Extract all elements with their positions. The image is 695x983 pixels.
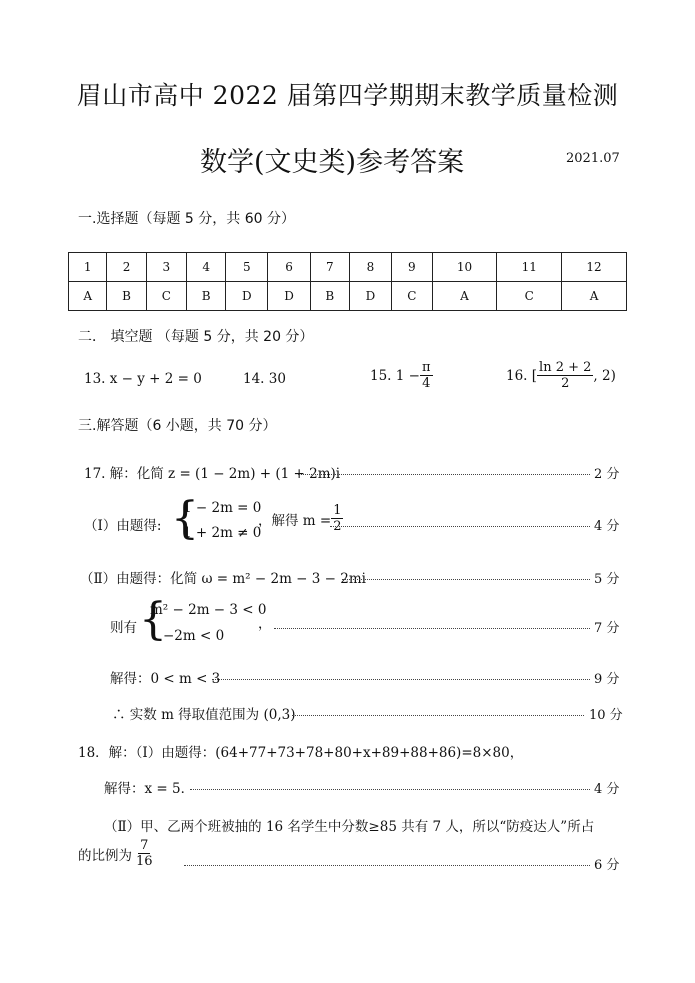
dot-leader [184,865,590,866]
answer-15-denominator: 4 [422,376,431,391]
answer-16-denominator: 2 [561,376,570,391]
question-number-cell: 1 [69,253,107,282]
answer-16-suffix: , 2) [593,367,616,384]
score-18-part-1: 4 分 [594,782,620,797]
answer-table-answer-row [69,282,627,311]
answer-15-prefix: 15. 1 − [370,367,420,384]
score-17-part-1: 4 分 [594,519,620,534]
answer-15-fraction [420,360,433,391]
question-number-cell: 6 [268,253,310,282]
section-1-heading: 一.选择题（每题 5 分，共 60 分） [78,211,295,227]
question-number-cell: 10 [432,253,497,282]
solution-17-step-1: 17. 解：化简 z = (1 − 2m) + (1 + 2m)i [84,466,341,482]
score-17-conclusion: 10 分 [589,708,623,723]
solution-17-part-1-fraction [331,503,343,534]
answer-16-numerator: ln 2 + 2 [539,360,592,375]
system-brace: { [139,594,167,645]
answer-16 [506,360,616,391]
question-number-cell: 7 [310,253,349,282]
question-number-cell: 2 [107,253,146,282]
solution-17-part-1-denominator: 2 [333,519,342,534]
solution-17-part-1-mid: ，解得 m = [258,512,332,529]
answer-16-prefix: 16. [ [506,367,538,384]
answer-13: 13. x − y + 2 = 0 [84,371,202,387]
document-date: 2021.07 [566,151,620,166]
section-2-heading: 二． 填空题 （每题 5 分，共 20 分） [78,329,314,345]
answer-16-fraction [537,360,593,391]
document-subtitle: 数学(文史类)参考答案 [200,147,465,178]
answer-cell: C [392,282,433,311]
solution-18-part-2-numerator: 7 [140,838,149,853]
question-number-cell: 11 [497,253,562,282]
solution-18-part-1-result: 解得：x = 5． [104,781,195,797]
dot-leader [342,579,590,580]
answer-15-numerator: π [421,360,431,375]
solution-17-part-2-comma: ， [258,616,272,632]
dot-leader [212,679,590,680]
solution-17-conclusion: ∴ 实数 m 得取值范围为 (0,3) [112,707,296,723]
score-17-part-2-step-1: 5 分 [594,572,620,587]
answer-table [68,252,627,311]
answer-cell: B [187,282,226,311]
solution-18-part-1: 18．解：（Ⅰ）由题得：(64+77+73+78+80+x+89+88+86)=8×80， [78,745,524,761]
solution-17-part-2-step-3: 解得：0 < m < 3 [110,671,221,687]
dot-leader [274,628,590,629]
dot-leader [292,715,584,716]
solution-18-part-2-fraction [136,838,153,869]
answer-cell: B [107,282,146,311]
solution-18-part-2-result [78,838,153,869]
solution-18-part-2-prefix: 的比例为 [78,847,132,864]
score-18-part-2: 6 分 [594,858,620,873]
answer-cell: B [310,282,349,311]
solution-18-part-2-denominator: 16 [136,854,153,869]
score-17-part-2-step-3: 9 分 [594,672,620,687]
solution-17-part-1-numerator: 1 [333,503,342,518]
answer-cell: D [226,282,268,311]
dot-leader [330,526,590,527]
solution-17-part-2-step-1: （Ⅱ）由题得：化简 ω = m² − 2m − 3 − 2mi [80,571,366,587]
question-number-cell: 12 [562,253,627,282]
solution-18-part-2-text: （Ⅱ）甲、乙两个班被抽的 16 名学生中分数≥85 共有 7 人，所以“防疫达人”所占 [104,819,595,835]
answer-cell: A [432,282,497,311]
score-17-step-1: 2 分 [594,467,620,482]
answer-cell: A [69,282,107,311]
solution-17-part-1-eq-2: 1 + 2m ≠ 0 [183,525,262,541]
question-number-cell: 8 [349,253,391,282]
solution-17-part-1-result [258,503,343,534]
solution-17-part-2-ineq-2: −2m < 0 [163,628,225,644]
dot-leader [190,789,590,790]
answer-table-number-row [69,253,627,282]
question-number-cell: 5 [226,253,268,282]
answer-14: 14. 30 [243,371,286,387]
answer-cell: D [268,282,310,311]
solution-17-part-1-label: （Ⅰ）由题得: [84,518,162,534]
question-number-cell: 3 [146,253,187,282]
question-number-cell: 9 [392,253,433,282]
answer-cell: C [146,282,187,311]
section-3-heading: 三.解答题（6 小题，共 70 分） [78,418,277,434]
answer-cell: C [497,282,562,311]
dot-leader [298,474,590,475]
answer-cell: D [349,282,391,311]
answer-15 [370,360,433,391]
document-title: 眉山市高中 2022 届第四学期期末教学质量检测 [76,81,619,110]
solution-17-part-2-ineq-1: m² − 2m − 3 < 0 [150,602,267,618]
score-17-part-2-step-2: 7 分 [594,621,620,636]
answer-cell: A [562,282,627,311]
solution-17-part-2-label: 则有 [110,620,137,636]
solution-17-part-1-eq-1: 1 − 2m = 0 [183,500,262,516]
system-brace: { [171,493,199,544]
question-number-cell: 4 [187,253,226,282]
